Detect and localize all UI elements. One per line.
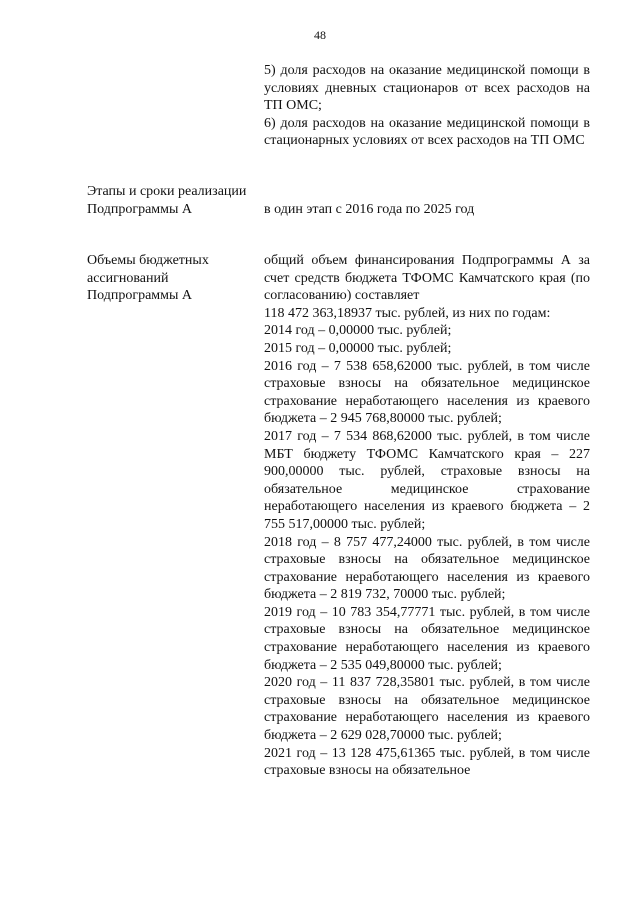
budget-year-2014: 2014 год – 0,00000 тыс. рублей; [264, 323, 452, 339]
budget-total-intro: общий объем финансирования Подпрограммы А за счет средств бюджета ТФОМС Камчатского края (по согласованию) составляет [264, 253, 590, 304]
stages-value: в один этап с 2016 года по 2025 год [264, 202, 475, 217]
indicator-item-5: 5) доля расходов на оказание медицинской помощи в условиях дневных стационаров от всех расходов на ТП ОМС; [264, 63, 590, 114]
budget-label: Объемы бюджетных ассигнований Подпрограммы А [87, 253, 209, 304]
stages-label: Этапы и сроки реализации Подпрограммы А [87, 184, 247, 217]
budget-year-2017: 2017 год – 7 534 868,62000 тыс. рублей, в том числе МБТ бюджету ТФОМС Камчатского края – 227 900,00000 тыс. рублей, страховые взносы на обязательное медицинское страхование неработающего населения из краевого бюджета – 2 755 517,00000 тыс. рублей; [264, 428, 590, 532]
page-number: 48 [314, 28, 326, 42]
budget-paragraphs [264, 252, 590, 780]
budget-year-2020: 2020 год – 11 837 728,35801 тыс. рублей, в том числе страховые взносы на обязательное медицинское страхование неработающего населения из краевого бюджета – 2 629 028,70000 тыс. рублей; [264, 675, 590, 744]
budget-year-2018: 2018 год – 8 757 477,24000 тыс. рублей, в том числе страховые взносы на обязательное медицинское страхование неработающего населения из краевого бюджета – 2 819 732, 70000 тыс. рублей; [264, 534, 590, 603]
budget-year-2021: 2021 год – 13 128 475,61365 тыс. рублей, в том числе страховые взносы на обязательное [264, 745, 590, 779]
budget-year-2015: 2015 год – 0,00000 тыс. рублей; [264, 340, 452, 356]
budget-year-2019: 2019 год – 10 783 354,77771 тыс. рублей, в том числе страховые взносы на обязательное медицинское страхование неработающего населения из краевого бюджета – 2 535 049,80000 тыс. рублей; [264, 604, 590, 673]
indicators-list [264, 62, 590, 150]
indicator-item-6: 6) доля расходов на оказание медицинской помощи в стационарных условиях от всех расходов на ТП ОМС [264, 115, 590, 149]
budget-year-2016: 2016 год – 7 538 658,62000 тыс. рублей, в том числе страховые взносы на обязательное медицинское страхование неработающего населения из краевого бюджета – 2 945 768,80000 тыс. рублей; [264, 358, 590, 427]
budget-total-amount: 118 472 363,18937 тыс. рублей, из них по годам: [264, 305, 551, 321]
